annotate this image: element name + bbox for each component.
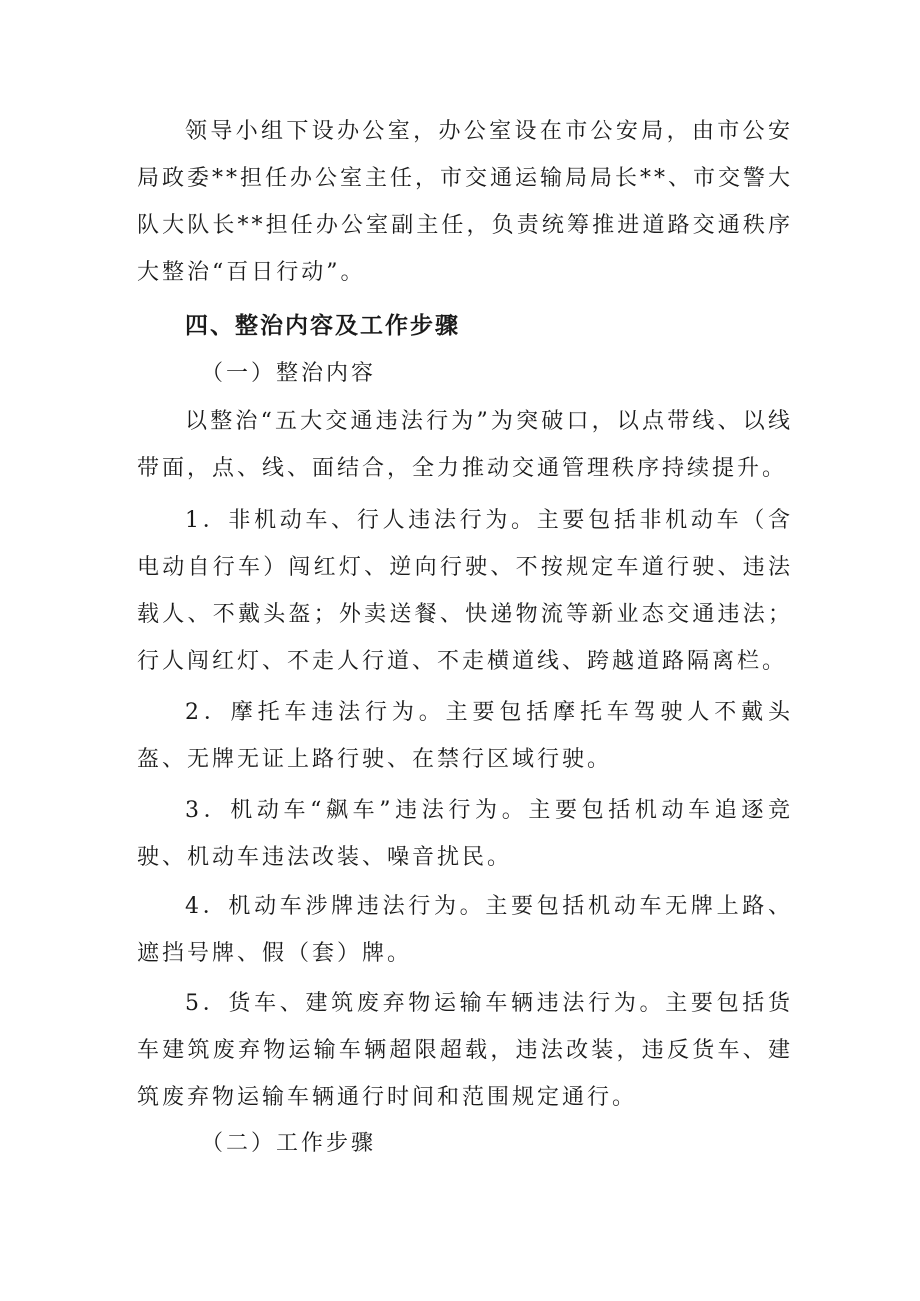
paragraph-office-setup: 领导小组下设办公室，办公室设在市公安局，由市公安局政委**担任办公室主任，市交通运输局局长**、市交警大队大队长**担任办公室副主任，负责统筹推进道路交通秩序大整治“百日行动”。 (137, 119, 794, 285)
list-item-4: 4．机动车涉牌违法行为。主要包括机动车无牌上路、遮挡号牌、假（套）牌。 (137, 894, 793, 966)
list-item-1: 1．非机动车、行人违法行为。主要包括非机动车（含电动自行车）闯红灯、逆向行驶、不按规定车道行驶、违法载人、不戴头盔；外卖送餐、快递物流等新业态交通违法；行人闯红灯、不走人行道、不走横道线、跨越道路隔离栏。 (137, 508, 793, 674)
list-item-5: 5．货车、建筑废弃物运输车辆违法行为。主要包括货车建筑废弃物运输车辆超限超载，违法改装，违反货车、建筑废弃物运输车辆通行时间和范围规定通行。 (137, 991, 793, 1110)
subheading-rectification-content: （一）整治内容 (201, 361, 377, 386)
paragraph-intro: 以整治“五大交通违法行为”为突破口，以点带线、以线带面，点、线、面结合，全力推动交通管理秩序持续提升。 (137, 409, 793, 481)
list-item-2: 2．摩托车违法行为。主要包括摩托车驾驶人不戴头盔、无牌无证上路行驶、在禁行区域行驶。 (137, 700, 793, 772)
subheading-work-steps: （二）工作步骤 (201, 1131, 377, 1156)
section-heading-4: 四、整治内容及工作步骤 (185, 313, 460, 339)
list-item-3: 3．机动车“飙车”违法行为。主要包括机动车追逐竞驶、机动车违法改装、噪音扰民。 (137, 798, 793, 870)
